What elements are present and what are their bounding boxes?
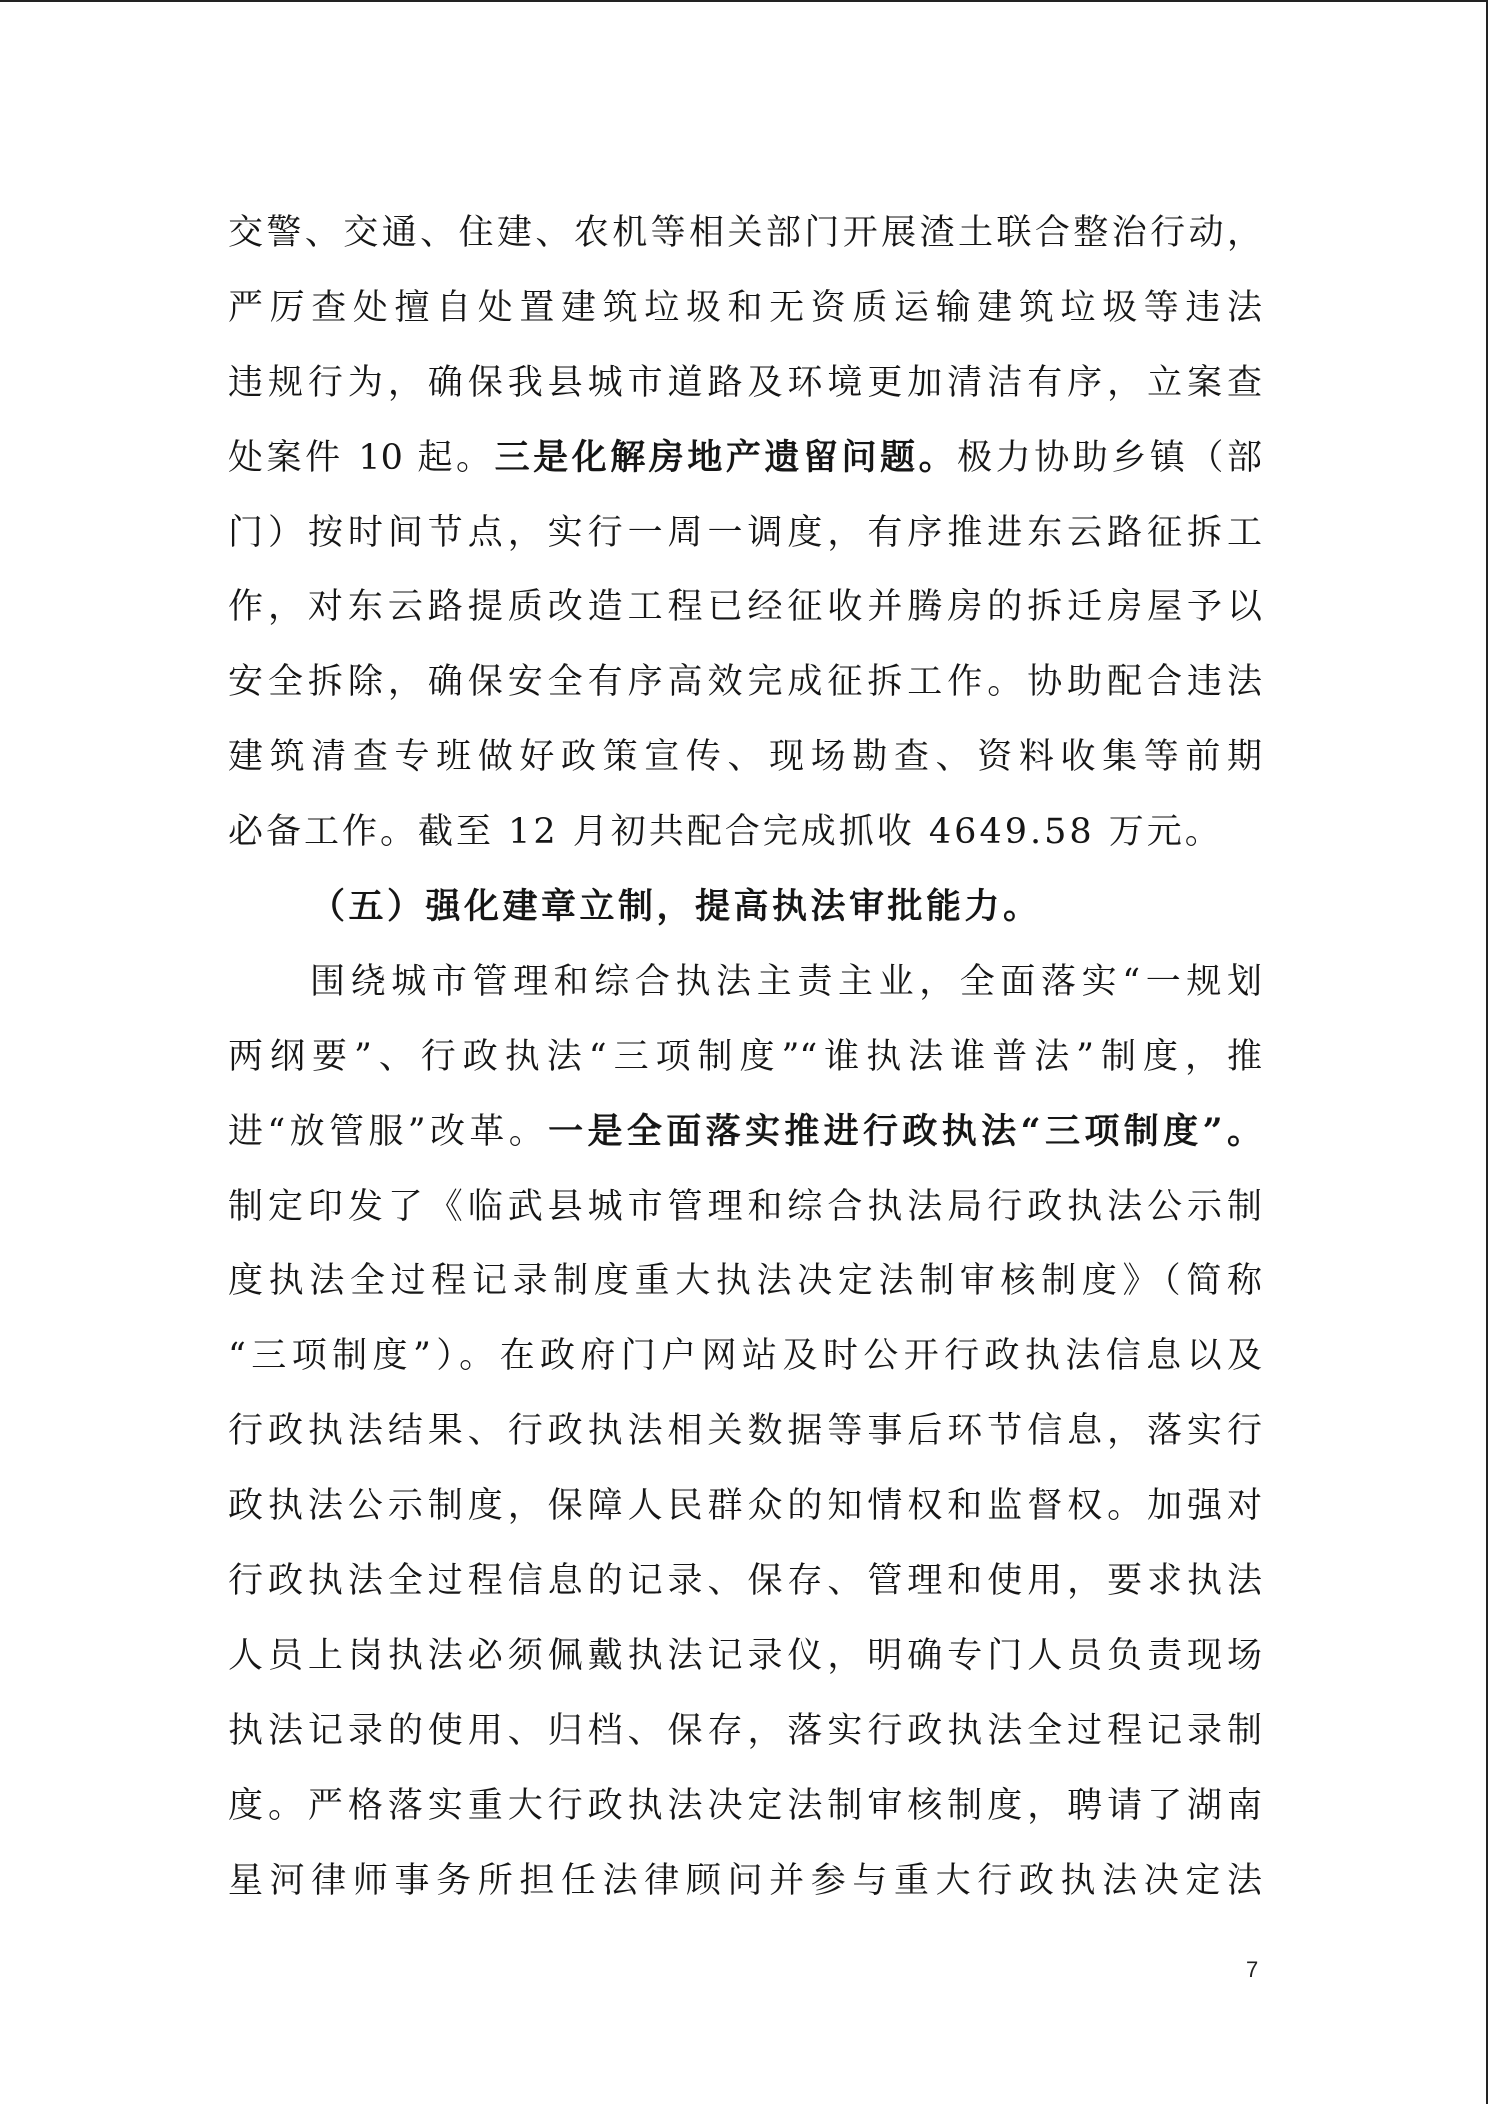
body-line: [228, 1095, 1262, 1170]
body-line: 制定印发了《临武县城市管理和综合执法局行政执法公示制: [228, 1186, 1262, 1227]
body-line: 必备工作。截至 12 月初共配合完成抓收 4649.58 万元。: [228, 812, 1223, 853]
body-line: 度。严格落实重大行政执法决定法制审核制度，聘请了湖南: [228, 1785, 1262, 1826]
body-line: 行政执法结果、行政执法相关数据等事后环节信息，落实行: [228, 1411, 1262, 1452]
body-line: 政执法公示制度，保障人民群众的知情权和监督权。加强对: [228, 1486, 1262, 1527]
body-line: 安全拆除，确保安全有序高效完成征拆工作。协助配合违法: [228, 662, 1262, 703]
body-line: 人员上岗执法必须佩戴执法记录仪，明确专门人员负责现场: [228, 1635, 1262, 1676]
body-line: 两纲要”、行政执法“三项制度”“谁执法谁普法”制度，推: [228, 1036, 1262, 1077]
bold-lead-sentence: 一是全面落实推进行政执法“三项制度”。: [548, 1110, 1262, 1152]
section-heading: （五）强化建章立制，提高执法审批能力。: [310, 886, 1042, 928]
body-text-segment: 进“放管服”改革。: [228, 1111, 549, 1152]
page-number: 7: [1246, 1957, 1259, 1982]
body-line: 违规行为，确保我县城市道路及环境更加清洁有序，立案查: [228, 362, 1262, 403]
body-text: [228, 196, 1262, 1918]
body-line: 交警、交通、住建、农机等相关部门开展渣土联合整治行动，: [228, 213, 1262, 253]
body-line: 行政执法全过程信息的记录、保存、管理和使用，要求执法: [228, 1561, 1262, 1602]
body-text-segment: 极力协助乡镇（部: [957, 437, 1262, 478]
body-line: 星河律师事务所担任法律顾问并参与重大行政执法决定法: [228, 1860, 1262, 1901]
body-line: 建筑清查专班做好政策宣传、现场勘查、资料收集等前期: [228, 737, 1262, 778]
body-line: 度执法全过程记录制度重大执法决定法制审核制度》（简称: [228, 1261, 1262, 1302]
body-line: “三项制度”）。在政府门户网站及时公开行政执法信息以及: [228, 1336, 1262, 1377]
bold-lead-sentence: 三是化解房地产遗留问题。: [494, 436, 958, 478]
body-line: 围绕城市管理和综合执法主责主业，全面落实“一规划: [310, 961, 1262, 1002]
body-line: 严厉查处擅自处置建筑垃圾和无资质运输建筑垃圾等违法: [228, 287, 1262, 328]
body-line: [228, 421, 1262, 496]
body-line: 执法记录的使用、归档、保存，落实行政执法全过程记录制: [228, 1710, 1262, 1751]
body-line: 门）按时间节点，实行一周一调度，有序推进东云路征拆工: [228, 512, 1262, 553]
body-line: 作，对东云路提质改造工程已经征收并腾房的拆迁房屋予以: [228, 587, 1262, 628]
body-text-segment: 处案件 10 起。: [228, 437, 495, 478]
